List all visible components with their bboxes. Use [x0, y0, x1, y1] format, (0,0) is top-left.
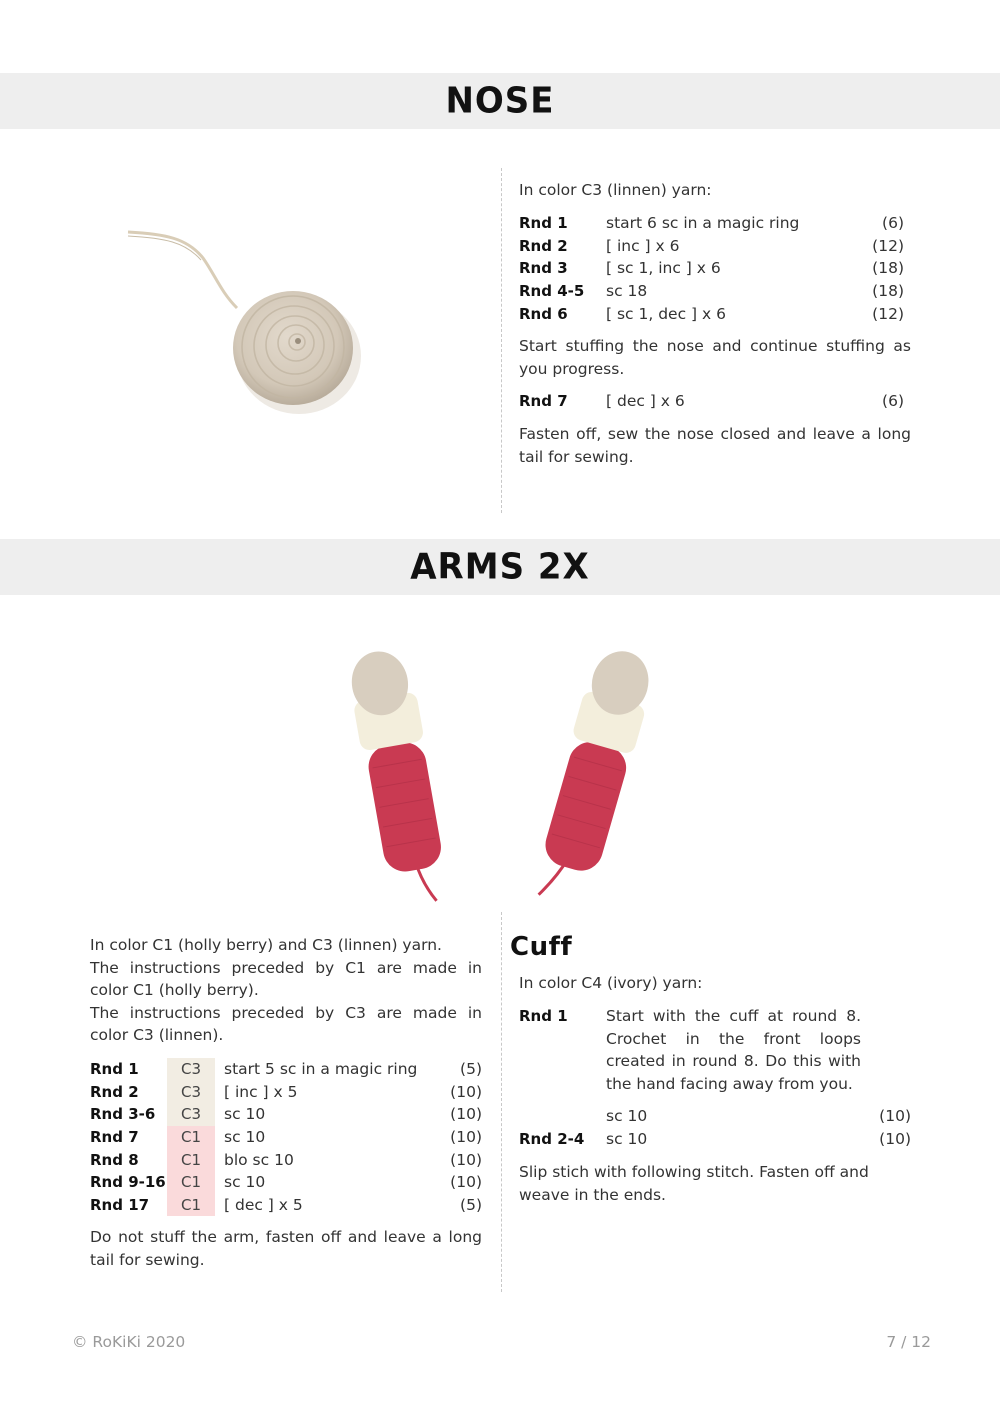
stitch-count: (12)	[872, 304, 904, 323]
round-label: Rnd 2	[90, 1082, 139, 1101]
round-label: Rnd 9-16	[90, 1173, 166, 1192]
stitch-count: (18)	[872, 259, 904, 278]
color-code-c1: C1	[167, 1126, 215, 1149]
nose-rounds-list	[519, 212, 904, 325]
copyright: © RoKiKi 2020	[72, 1333, 186, 1351]
round-label: Rnd 1	[519, 1007, 568, 1025]
color-code-c3: C3	[167, 1081, 215, 1104]
round-label: Rnd 7	[519, 392, 568, 411]
nose-photo	[125, 220, 385, 420]
nose-round-row	[519, 280, 904, 303]
arms-finish-note: Do not stuff the arm, fasten off and leave a long tail for sewing.	[90, 1228, 482, 1269]
round-instruction: sc 18	[606, 282, 648, 301]
cuff-finish-note: Slip stich with following stitch. Fasten off and weave in the ends.	[519, 1163, 869, 1204]
nose-finish-note: Fasten off, sew the nose closed and leave a long tail for sewing.	[519, 425, 911, 466]
color-code-c3: C3	[167, 1103, 215, 1126]
round-instruction: sc 10	[606, 1107, 648, 1126]
round-instruction: sc 10	[224, 1105, 266, 1124]
arms-intro	[90, 934, 482, 1047]
round-instruction: [ sc 1, inc ] x 6	[606, 259, 721, 278]
round-label: Rnd 4-5	[519, 282, 585, 301]
arms-intro-line: In color C1 (holly berry) and C3 (linnen) yarn.	[90, 936, 442, 954]
stitch-count: (10)	[879, 1129, 911, 1148]
round-instruction: blo sc 10	[224, 1150, 294, 1169]
round-label: Rnd 2-4	[519, 1129, 585, 1148]
arms-round-row	[90, 1171, 482, 1194]
round-label: Rnd 1	[519, 214, 568, 233]
round-label: Rnd 7	[90, 1128, 139, 1147]
round-instruction: sc 10	[224, 1128, 266, 1147]
round-instruction: sc 10	[224, 1173, 266, 1192]
color-code-c1: C1	[167, 1194, 215, 1217]
cuff-round-row	[519, 1105, 911, 1128]
arms-intro-line: The instructions preceded by C1 are made in color C1 (holly berry).	[90, 958, 482, 1000]
nose-divider	[501, 168, 502, 513]
stitch-count: (10)	[450, 1150, 482, 1169]
round-instruction: [ dec ] x 6	[606, 392, 685, 411]
cuff-round-row	[519, 1128, 911, 1151]
stitch-count: (6)	[882, 392, 904, 411]
stitch-count: (10)	[450, 1173, 482, 1192]
color-code-c1: C1	[167, 1171, 215, 1194]
arms-photo	[330, 635, 680, 910]
nose-round-row	[519, 212, 904, 235]
round-instruction: Start with the cuff at round 8. Crochet in the front loops created in round 8. Do this with the hand facing away from you.	[606, 1007, 861, 1093]
round-instruction: sc 10	[606, 1129, 648, 1148]
nose-round-row	[519, 390, 904, 413]
stitch-count: (10)	[450, 1105, 482, 1124]
round-instruction: [ inc ] x 6	[606, 236, 680, 255]
stitch-count: (6)	[882, 214, 904, 233]
stitch-count: (5)	[460, 1060, 482, 1079]
round-label: Rnd 2	[519, 236, 568, 255]
cuff-round-1	[519, 1005, 911, 1095]
nose-round-row	[519, 302, 904, 325]
round-label: Rnd 8	[90, 1150, 139, 1169]
round-label: Rnd 3	[519, 259, 568, 278]
arms-round-row	[90, 1081, 482, 1104]
arms-round-row	[90, 1058, 482, 1081]
arms-intro-line: The instructions preceded by C3 are made in color C3 (linnen).	[90, 1003, 482, 1045]
stitch-count: (12)	[872, 236, 904, 255]
arms-header-band	[0, 539, 1000, 595]
arms-divider	[501, 912, 502, 1292]
nose-round-row	[519, 235, 904, 258]
round-label: Rnd 17	[90, 1195, 150, 1214]
nose-title: NOSE	[445, 80, 555, 122]
stitch-count: (10)	[450, 1128, 482, 1147]
stitch-count: (18)	[872, 282, 904, 301]
cuff-intro: In color C4 (ivory) yarn:	[519, 974, 703, 992]
page-number: 7 / 12	[886, 1333, 931, 1351]
stitch-count: (5)	[460, 1195, 482, 1214]
color-code-c3: C3	[167, 1058, 215, 1081]
round-label: Rnd 6	[519, 304, 568, 323]
stitch-count: (10)	[450, 1082, 482, 1101]
round-instruction: [ inc ] x 5	[224, 1082, 298, 1101]
color-code-c1: C1	[167, 1148, 215, 1171]
round-instruction: [ sc 1, dec ] x 6	[606, 304, 726, 323]
nose-round-row	[519, 257, 904, 280]
arms-rounds-list	[90, 1058, 482, 1216]
round-instruction: start 6 sc in a magic ring	[606, 214, 800, 233]
nose-stuffing-note: Start stuffing the nose and continue stuffing as you progress.	[519, 337, 911, 378]
cuff-title: Cuff	[510, 932, 573, 962]
round-label: Rnd 3-6	[90, 1105, 156, 1124]
nose-intro: In color C3 (linnen) yarn:	[519, 181, 712, 199]
arms-round-row	[90, 1103, 482, 1126]
round-label: Rnd 1	[90, 1060, 139, 1079]
nose-header-band	[0, 73, 1000, 129]
arms-round-row	[90, 1126, 482, 1149]
arms-round-row	[90, 1194, 482, 1217]
stitch-count: (10)	[879, 1107, 911, 1126]
arms-title: ARMS 2X	[410, 546, 590, 588]
round-instruction: start 5 sc in a magic ring	[224, 1060, 418, 1079]
round-instruction: [ dec ] x 5	[224, 1195, 303, 1214]
arms-round-row	[90, 1148, 482, 1171]
